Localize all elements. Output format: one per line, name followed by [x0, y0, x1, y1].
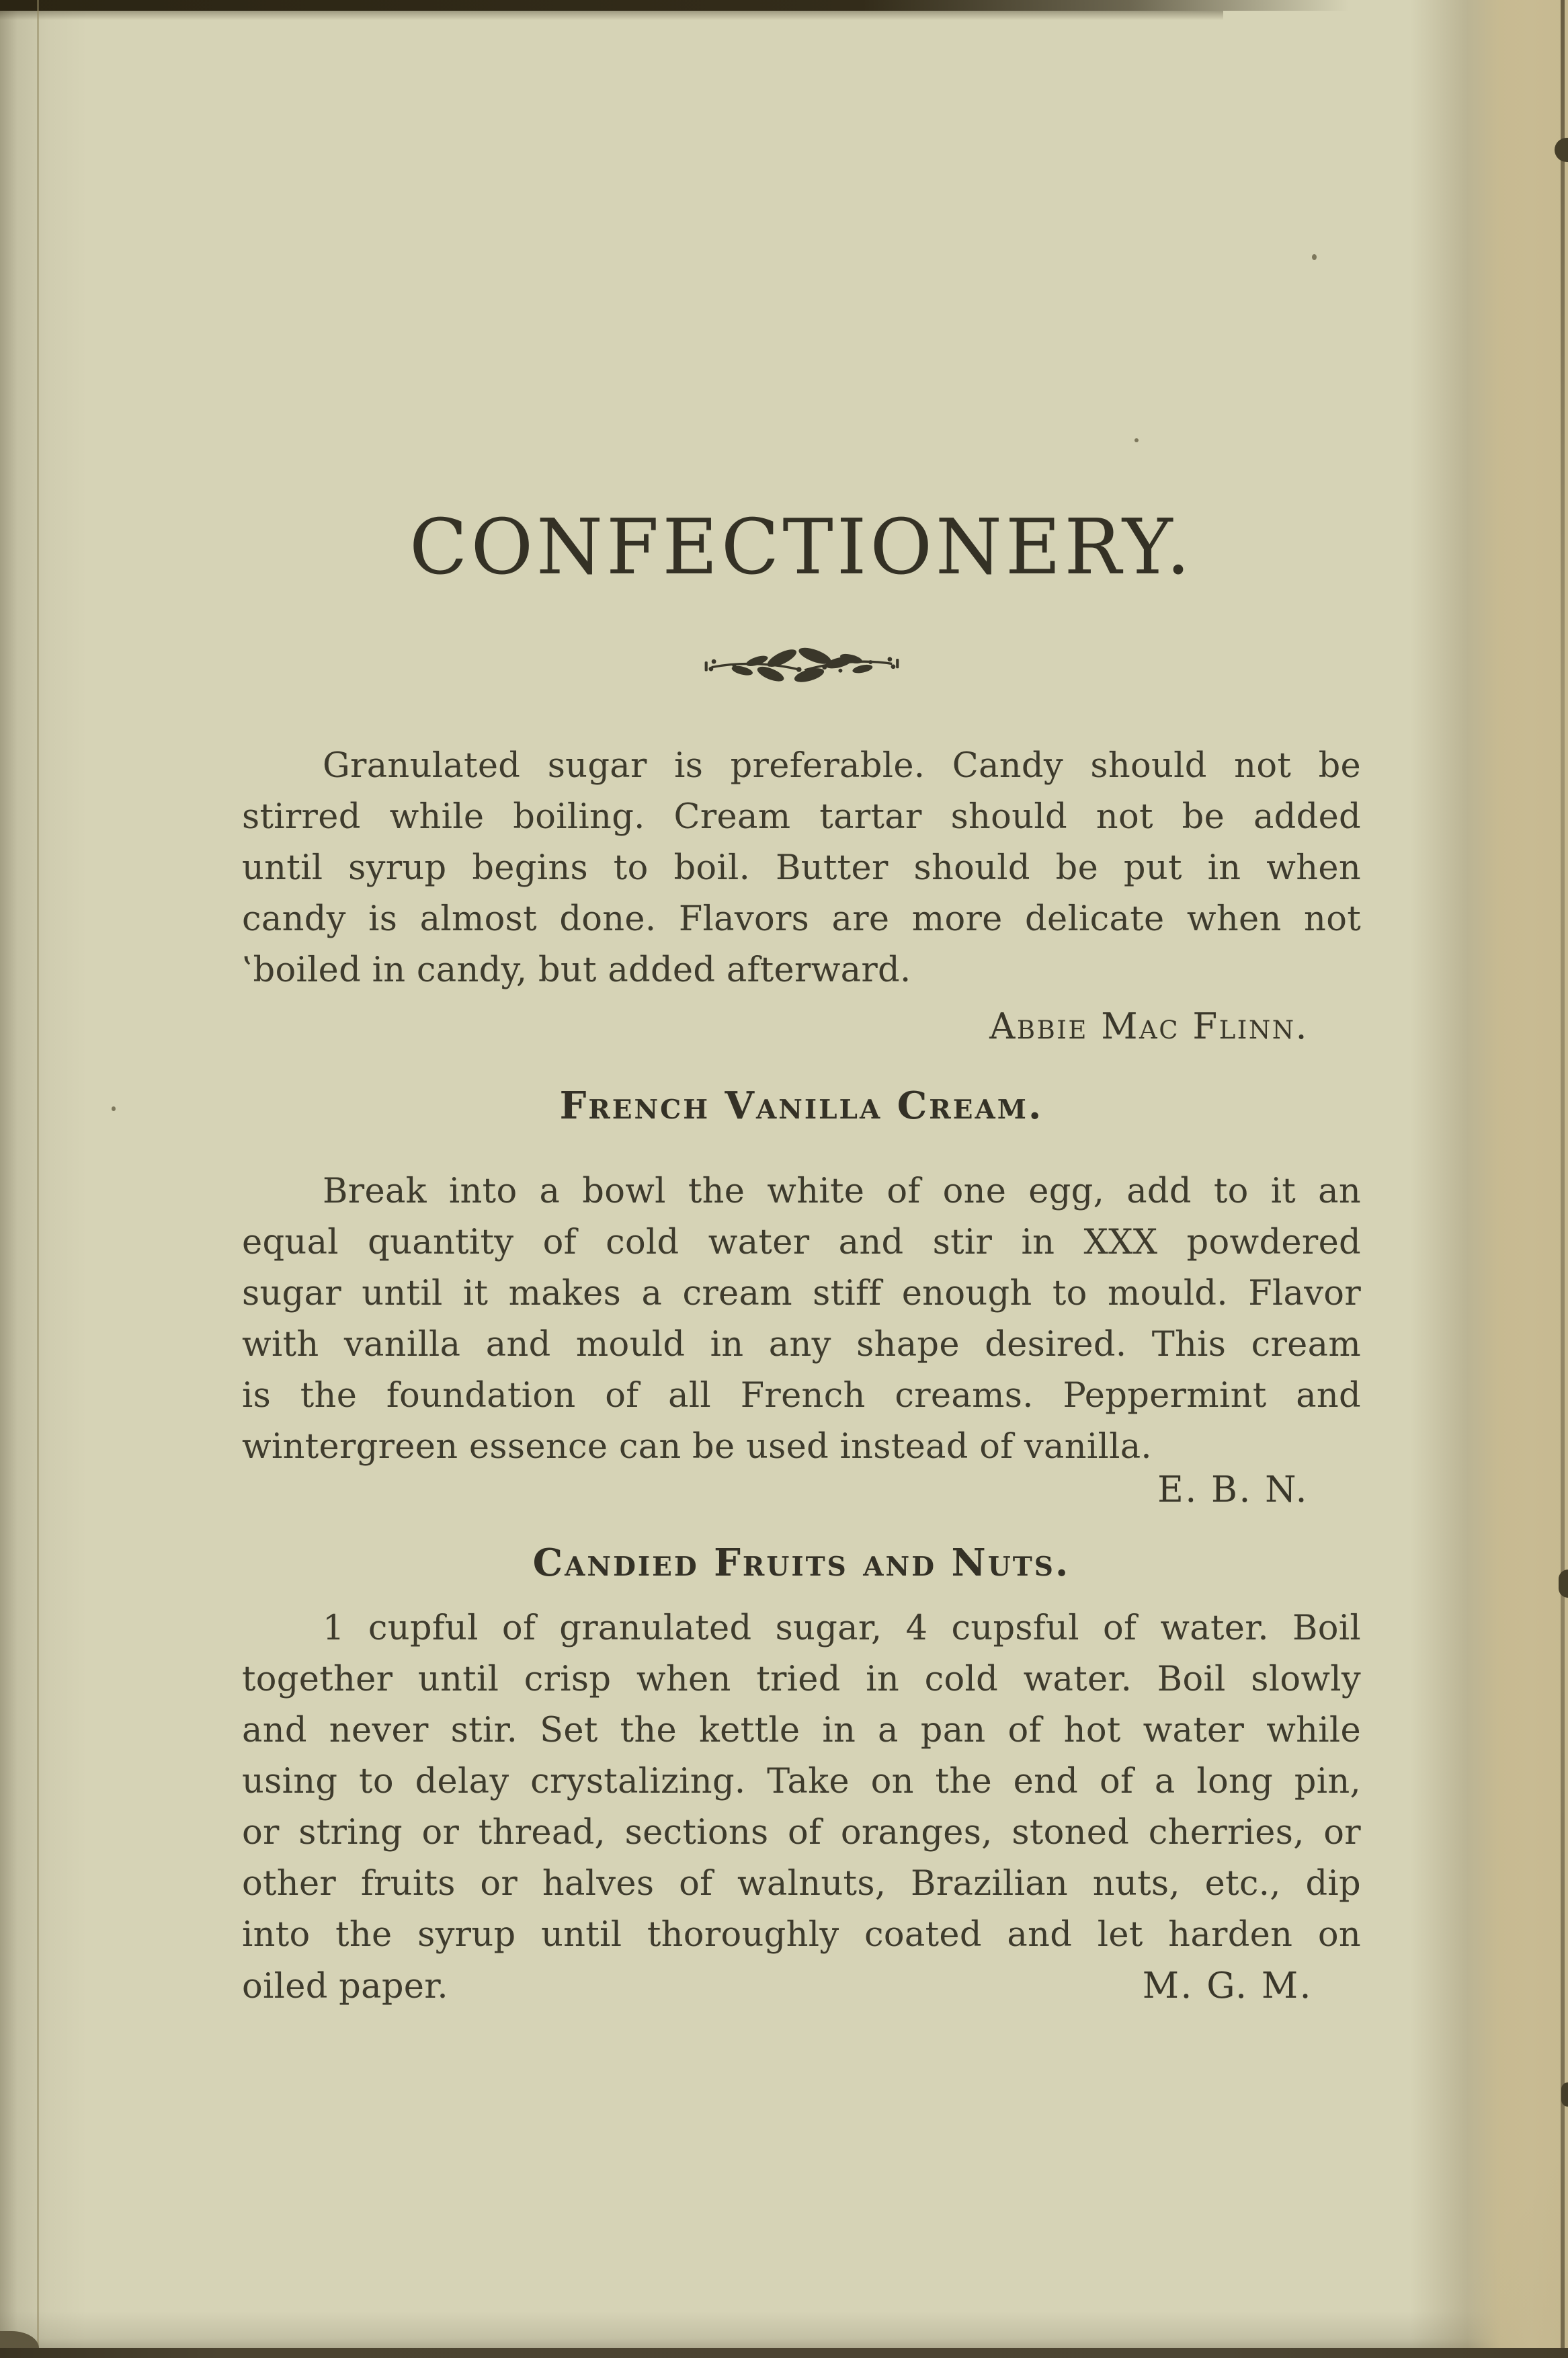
text-line: with vanilla and mould in any shape desired. This cream [242, 1325, 1361, 1365]
attribution-m-g-m: M. G. M. [1142, 1965, 1313, 2006]
recipe-paragraph-french-vanilla-cream [242, 1166, 1361, 1473]
text-line: or string or thread, sections of oranges, stoned cherries, or [242, 1813, 1361, 1853]
fore-edge-tick-mark [1561, 2082, 1568, 2107]
text-line: using to delay crystalizing. Take on the end of a long pin, [242, 1762, 1361, 1801]
text-line: stirred while boiling. Cream tartar should not be added [242, 797, 1361, 837]
text-line: Break into a bowl the white of one egg, add to it an [323, 1172, 1361, 1211]
attribution-abbie-mac-flinn: Abbie Mac Flinn. [989, 1006, 1309, 1047]
text-line: wintergreen essence can be used instead of vanilla. [242, 1427, 1152, 1467]
text-line: sugar until it makes a cream stiff enough to mould. Flavor [242, 1274, 1361, 1313]
text-line: candy is almost done. Flavors are more delicate when not [242, 899, 1361, 939]
text-line: equal quantity of cold water and stir in XXX powdered [242, 1223, 1361, 1262]
text-line [242, 1961, 1361, 2013]
paper-speck [1134, 438, 1139, 442]
text-line: other fruits or halves of walnuts, Brazilian nuts, etc., dip [242, 1864, 1361, 1904]
text-line: Granulated sugar is preferable. Candy should not be [323, 746, 1361, 786]
fleuron-divider-ornament [697, 644, 907, 695]
text-line: together until crisp when tried in cold water. Boil slowly [242, 1660, 1361, 1699]
fore-edge-notch-mark [1555, 138, 1568, 162]
last-line-text: oiled paper. [242, 1967, 448, 2006]
recipe-heading-french-vanilla-cream: French Vanilla Cream. [559, 1084, 1044, 1128]
scan-edge-top [0, 0, 1568, 11]
recipe-heading-candied-fruits-and-nuts: Candied Fruits and Nuts. [532, 1541, 1071, 1585]
fore-edge-line [1561, 0, 1565, 2358]
fore-edge-blob-mark [1559, 1570, 1568, 1598]
scan-edge-bottom [0, 2348, 1568, 2358]
recipe-paragraph-candied-fruits-and-nuts [242, 1603, 1361, 2013]
scan-edge-top-shadow [0, 11, 1223, 20]
paper-speck [1312, 254, 1317, 260]
text-line: is the foundation of all French creams. Peppermint and [242, 1376, 1361, 1416]
attribution-e-b-n: E. B. N. [1157, 1469, 1309, 1510]
body-text [242, 741, 1361, 2013]
binding-gutter-line [37, 0, 39, 2358]
text-line: ‛boiled in candy, but added afterward. [242, 950, 911, 990]
page-title: CONFECTIONERY. [409, 503, 1194, 592]
paper-speck [112, 1106, 116, 1111]
intro-paragraph [242, 741, 1361, 996]
text-line: into the syrup until thoroughly coated and let harden on [242, 1915, 1361, 1955]
text-line: until syrup begins to boil. Butter should be put in when [242, 848, 1361, 888]
text-line: 1 cupful of granulated sugar, 4 cupsful of water. Boil [323, 1609, 1361, 1648]
text-line: and never stir. Set the kettle in a pan of hot water while [242, 1711, 1361, 1750]
